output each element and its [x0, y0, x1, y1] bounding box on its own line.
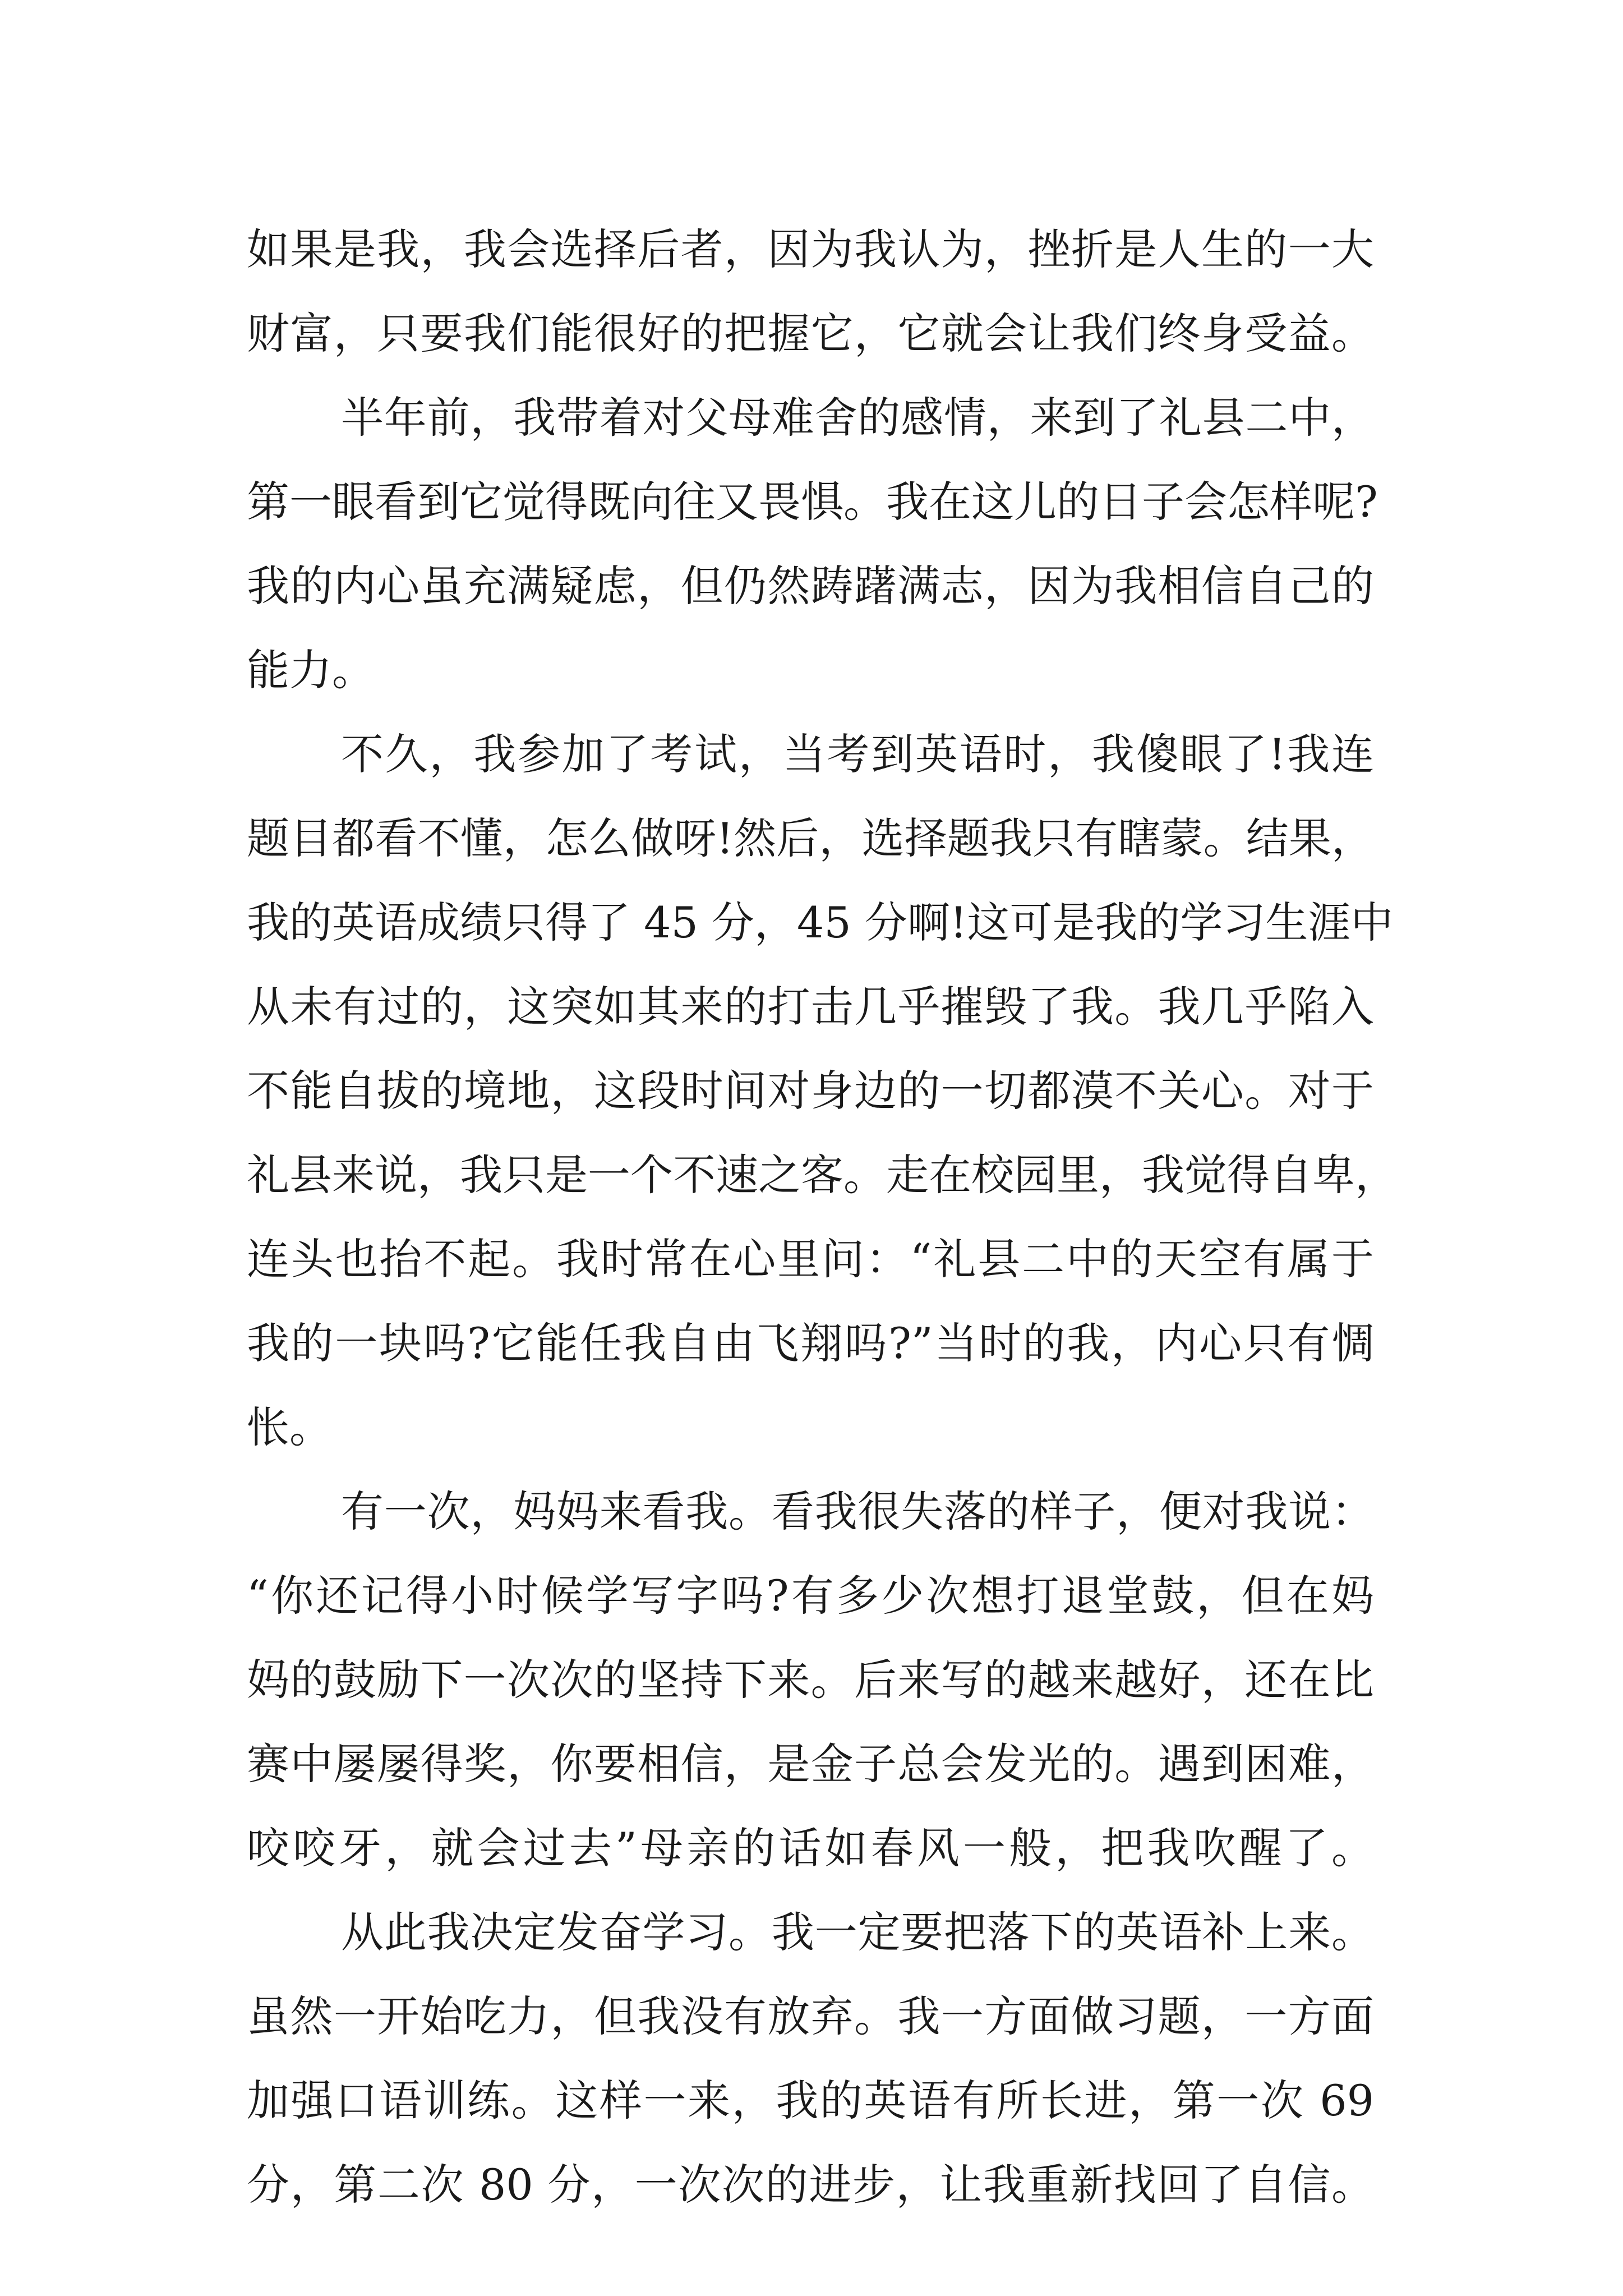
text-line: 礼县来说，我只是一个不速之客。走在校园里，我觉得自卑， — [247, 1150, 1398, 1200]
text-line: “你还记得小时候学写字吗?有多少次想打退堂鼓，但在妈 — [247, 1571, 1374, 1621]
paragraph-last-line: 怅。 — [247, 1402, 332, 1452]
text-line: 连头也抬不起。我时常在心里问：“礼县二中的天空有属于 — [247, 1234, 1374, 1284]
text-line: 我的一块吗?它能任我自由飞翔吗?”当时的我，内心只有惆 — [247, 1318, 1374, 1368]
text-line: 我的英语成绩只得了 45 分，45 分啊!这可是我的学习生涯中 — [247, 898, 1394, 947]
text-line: 第一眼看到它觉得既向往又畏惧。我在这儿的日子会怎样呢? — [247, 477, 1378, 527]
text-line: 题目都看不懂，怎么做呀!然后，选择题我只有瞎蒙。结果， — [247, 813, 1374, 863]
text-line: 不能自拔的境地，这段时间对身边的一切都漠不关心。对于 — [247, 1066, 1374, 1116]
text-line: 赛中屡屡得奖，你要相信，是金子总会发光的。遇到困难， — [247, 1739, 1374, 1789]
text-line: 妈的鼓励下一次次的坚持下来。后来写的越来越好，还在比 — [247, 1655, 1374, 1705]
paragraph-first-line: 从此我决定发奋学习。我一定要把落下的英语补上来。 — [341, 1907, 1374, 1957]
paragraph-last-line: 分，第二次 80 分，一次次的进步，让我重新找回了自信。 — [247, 2160, 1374, 2210]
paragraph-last-line: 能力。 — [247, 645, 375, 695]
paragraph-last-line: 咬咬牙，就会过去”母亲的话如春风一般，把我吹醒了。 — [247, 1823, 1374, 1873]
paragraph-first-line: 不久，我参加了考试，当考到英语时，我傻眼了!我连 — [341, 729, 1374, 779]
text-line: 虽然一开始吃力，但我没有放弃。我一方面做习题，一方面 — [247, 1991, 1374, 2041]
paragraph-first-line: 半年前，我带着对父母难舍的感情，来到了礼县二中， — [341, 393, 1374, 443]
text-line: 加强口语训练。这样一来，我的英语有所长进，第一次 69 — [247, 2076, 1374, 2125]
paragraph-first-line: 有一次，妈妈来看我。看我很失落的样子，便对我说： — [341, 1487, 1374, 1536]
essay-text — [247, 208, 1398, 2227]
text-line: 我的内心虽充满疑虑，但仍然踌躇满志，因为我相信自己的 — [247, 561, 1374, 611]
text-line: 财富，只要我们能很好的把握它，它就会让我们终身受益。 — [247, 309, 1374, 358]
text-line: 从未有过的，这突如其来的打击几乎摧毁了我。我几乎陷入 — [247, 982, 1374, 1032]
text-line: 如果是我，我会选择后者，因为我认为，挫折是人生的一大 — [247, 224, 1374, 274]
